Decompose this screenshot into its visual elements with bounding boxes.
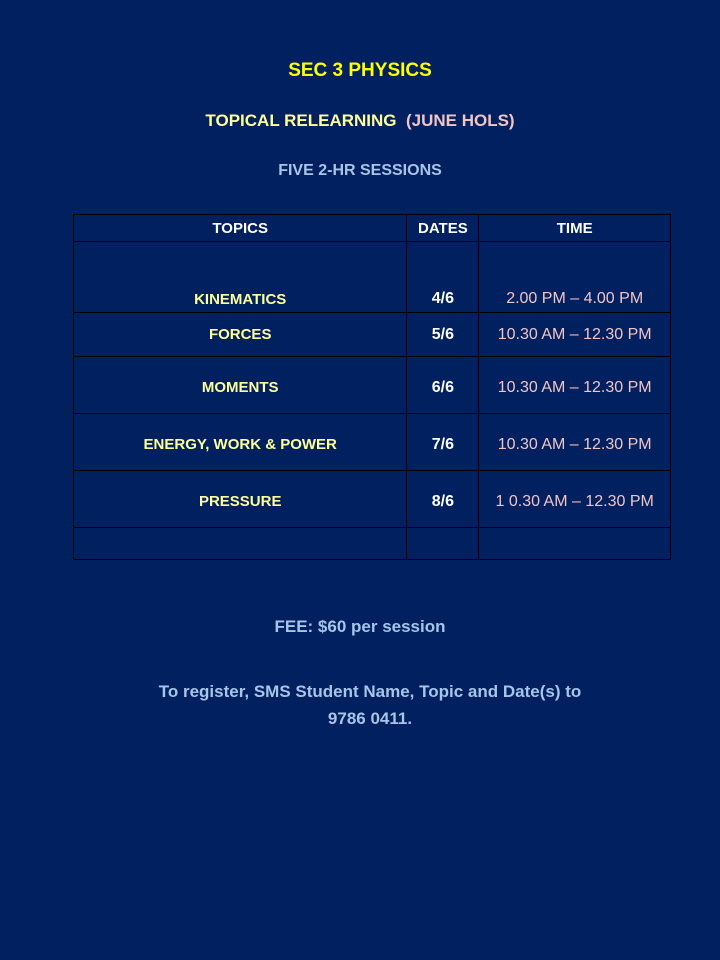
topic-cell: FORCES	[74, 313, 407, 357]
register-info	[130, 678, 610, 732]
header-time: TIME	[479, 215, 671, 242]
page-title: SEC 3 PHYSICS	[288, 60, 432, 81]
empty-cell	[74, 528, 407, 560]
empty-cell	[479, 528, 671, 560]
table-row	[74, 357, 671, 414]
subtitle-parenthetical: (JUNE HOLS)	[405, 111, 515, 130]
table-row	[74, 313, 671, 357]
empty-cell	[407, 528, 479, 560]
date-cell: 5/6	[407, 313, 479, 357]
time-cell: 10.30 AM – 12.30 PM	[479, 414, 671, 471]
table-row	[74, 414, 671, 471]
fee-info: FEE: $60 per session	[274, 617, 446, 636]
table-row	[74, 471, 671, 528]
date-cell: 8/6	[407, 471, 479, 528]
date-cell: 4/6	[407, 242, 479, 313]
register-line: To register, SMS Student Name, Topic and Date(s) to	[158, 682, 582, 701]
header-dates: DATES	[407, 215, 479, 242]
schedule-table	[73, 214, 671, 560]
time-cell: 1 0.30 AM – 12.30 PM	[479, 471, 671, 528]
register-phone: 9786 0411.	[327, 709, 413, 728]
table-row-empty	[74, 528, 671, 560]
subtitle-main: TOPICAL RELEARNING	[205, 111, 397, 130]
time-cell: 2.00 PM – 4.00 PM	[479, 242, 671, 313]
date-cell: 6/6	[407, 357, 479, 414]
topic-cell: MOMENTS	[74, 357, 407, 414]
time-cell: 10.30 AM – 12.30 PM	[479, 357, 671, 414]
time-cell: 10.30 AM – 12.30 PM	[479, 313, 671, 357]
table-row	[74, 242, 671, 313]
table-header-row	[74, 215, 671, 242]
date-cell: 7/6	[407, 414, 479, 471]
topic-cell: ENERGY, WORK & POWER	[74, 414, 407, 471]
topic-cell: KINEMATICS	[74, 242, 407, 313]
header-topics: TOPICS	[74, 215, 407, 242]
subtitle	[0, 111, 720, 131]
topic-cell: PRESSURE	[74, 471, 407, 528]
sessions-note: FIVE 2-HR SESSIONS	[278, 162, 442, 179]
